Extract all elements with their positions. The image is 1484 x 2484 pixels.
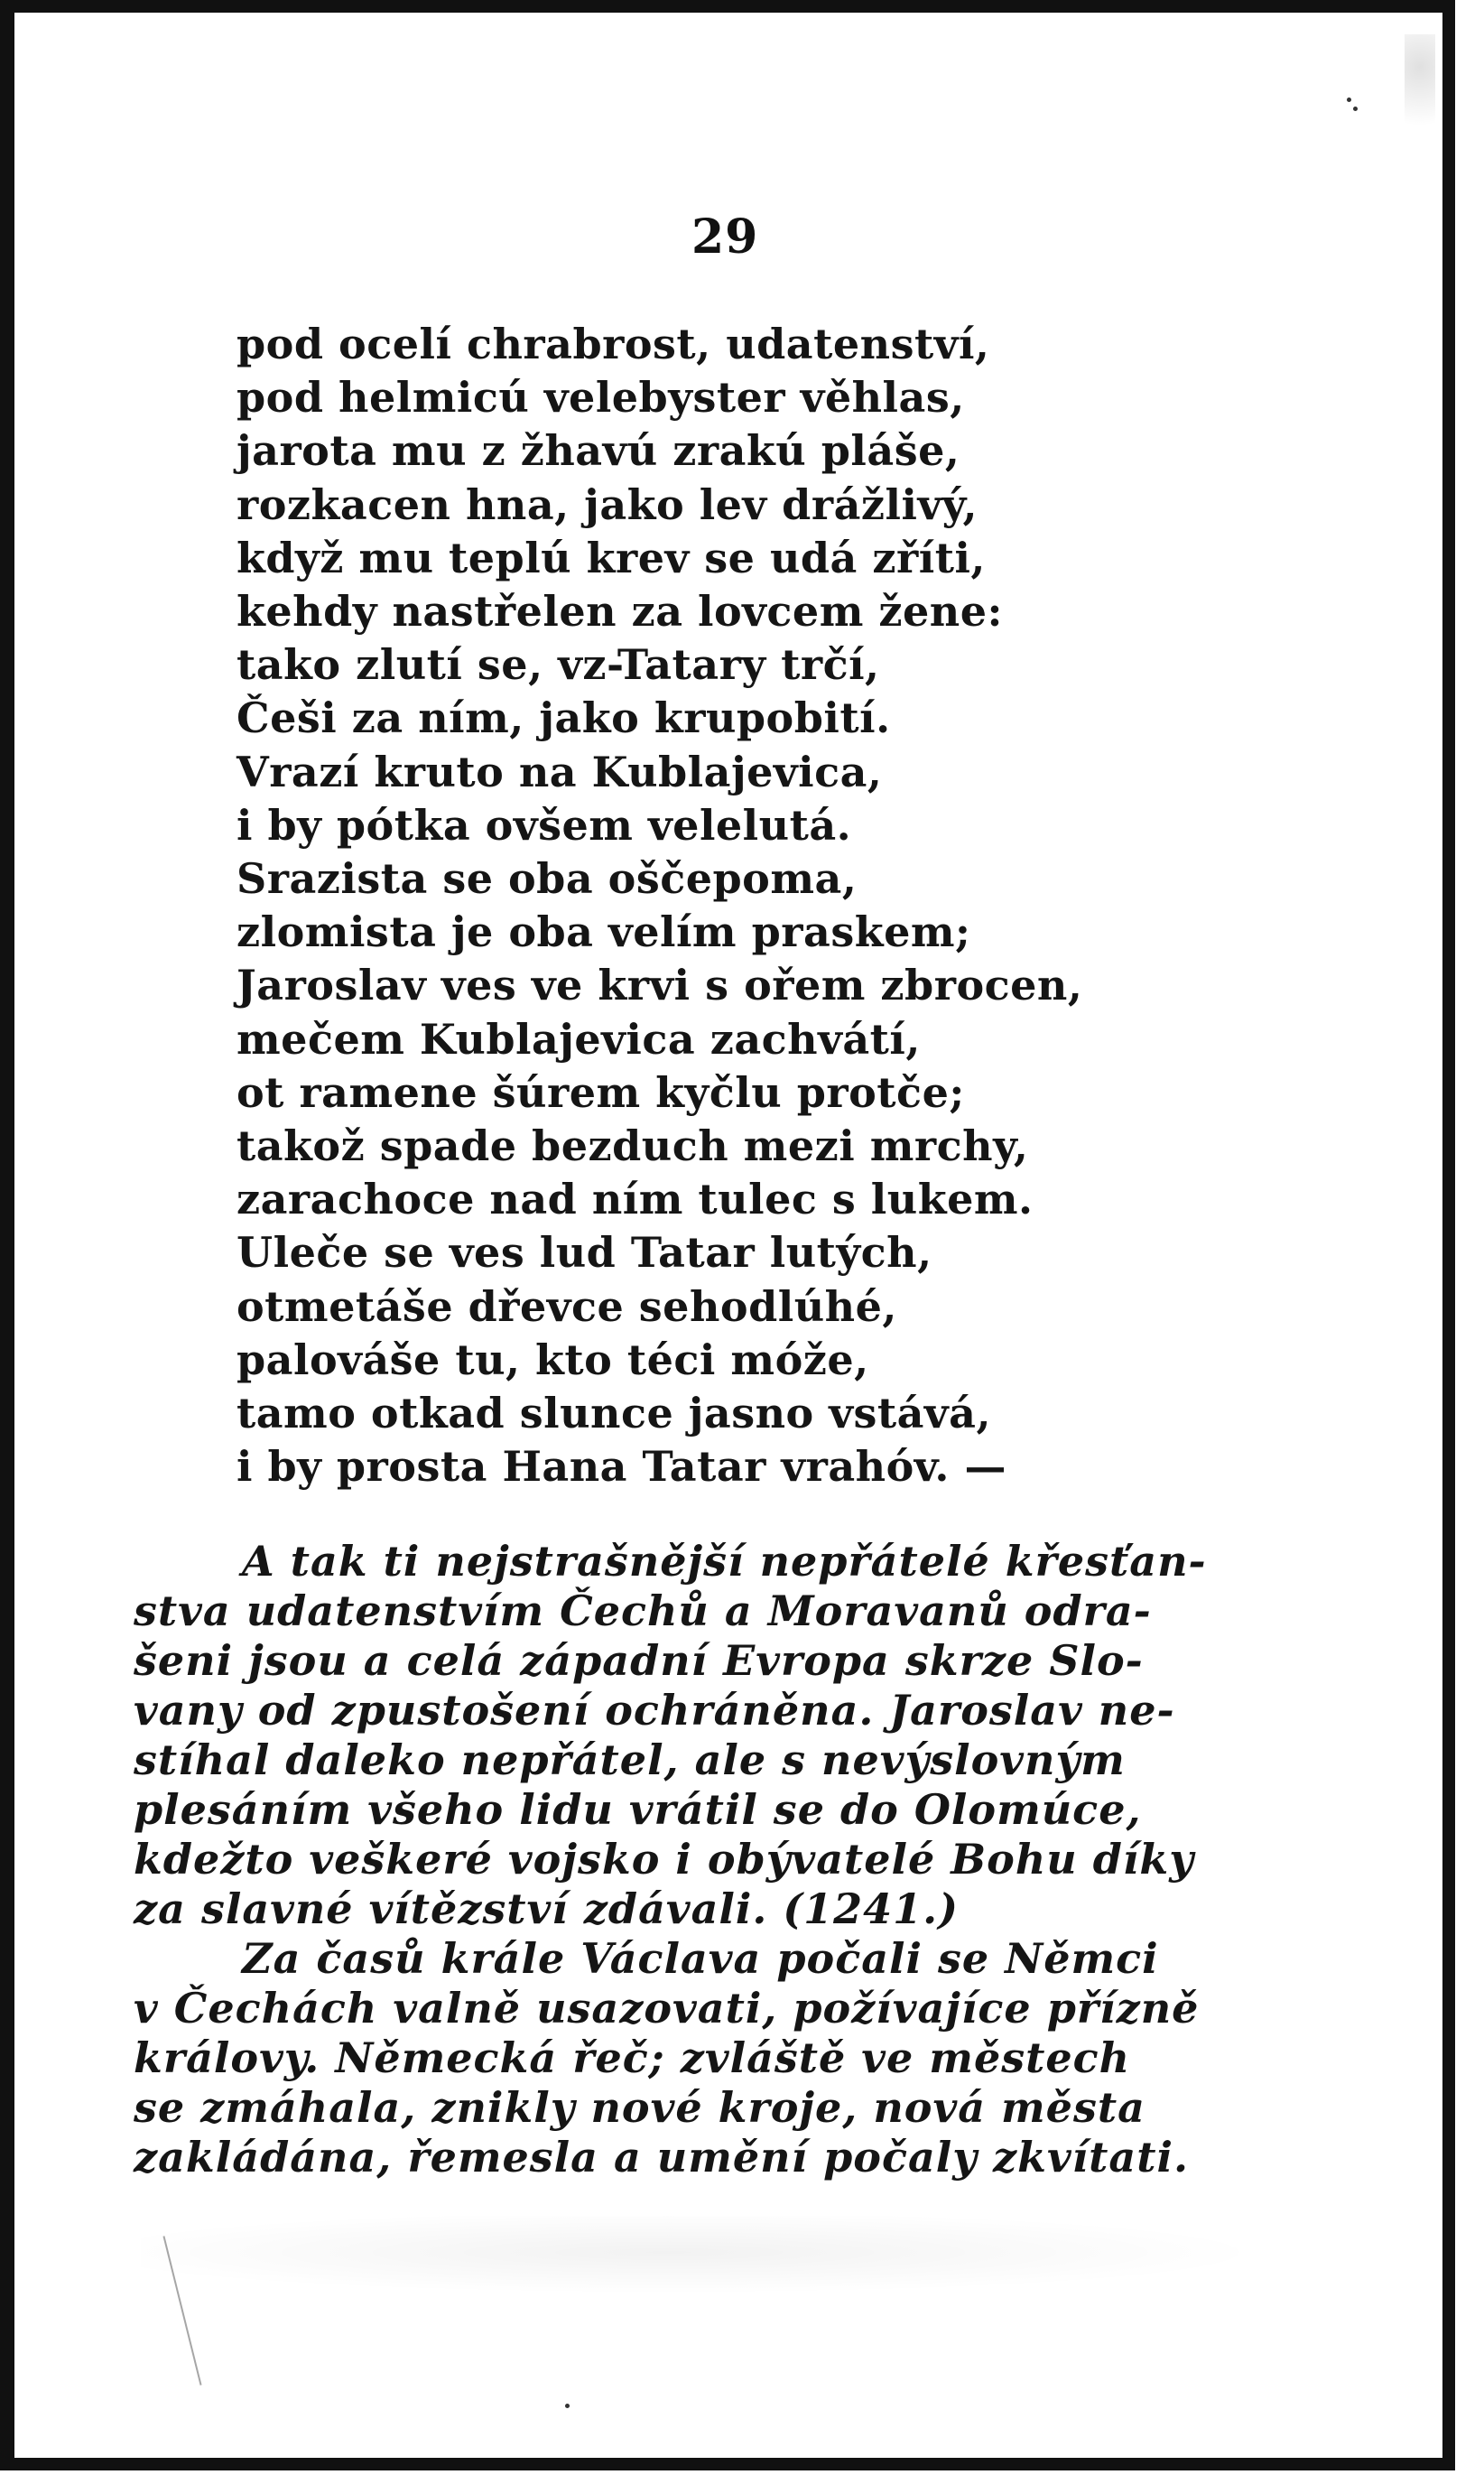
poem-line-17: zarachoce nad ním tulec s lukem. (237, 1175, 1034, 1224)
poem-line-8: Češi za ním, jako krupobití. (237, 693, 891, 743)
scan-smudge (141, 2216, 1314, 2297)
poem-line-2: pod helmicú velebyster věhlas, (237, 373, 965, 423)
prose-line-5: stíhal daleko nepřátel, ale s nevýslovným (134, 1735, 1126, 1784)
poem-line-18: Uleče se ves lud Tatar lutých, (237, 1228, 932, 1278)
prose-line-7: kdežto veškeré vojsko i obývatelé Bohu díky (134, 1835, 1195, 1884)
prose-line-13: zakládána, řemesla a umění počaly zkvítati. (134, 2133, 1189, 2182)
poem-line-9: Vrazí kruto na Kublajevica, (237, 747, 883, 796)
scan-speck (565, 2404, 570, 2408)
scan-speck (1347, 98, 1351, 102)
prose-line-9: Za časů krále Václava počali se Němci (242, 1934, 1159, 1983)
poem-line-19: otmetáše dřevce sehodlúhé, (237, 1281, 897, 1331)
scan-edge-noise (1405, 34, 1435, 197)
poem-line-3: jarota mu z žhavú zrakú pláše, (237, 426, 960, 476)
page-number: 29 (691, 209, 759, 265)
poem-line-4: rozkacen hna, jako lev drážlivý, (237, 479, 979, 529)
prose-line-3: šeni jsou a celá západní Evropa skrze Slo- (134, 1636, 1144, 1685)
prose-line-4: vany od zpustošení ochráněna. Jaroslav ne- (134, 1686, 1175, 1735)
prose-block (134, 1537, 1289, 2182)
poem-line-14: mečem Kublajevica zachvátí, (237, 1014, 921, 1064)
poem-line-13: Jaroslav ves ve krvi s ořem zbrocen, (237, 961, 1083, 1010)
prose-line-11: královy. Německá řeč; zvláště ve městech (134, 2033, 1131, 2082)
poem-line-22: i by prosta Hana Tatar vrahóv. — (237, 1442, 1006, 1492)
scan-speck (1353, 107, 1358, 111)
poem-line-1: pod ocelí chrabrost, udatenství, (237, 320, 990, 368)
poem-line-10: i by pótka ovšem velelutá. (237, 800, 852, 850)
prose-line-1: A tak ti nejstrašnější nepřátelé křesťan- (242, 1537, 1207, 1586)
poem-block (237, 318, 1247, 1493)
poem-line-12: zlomista je oba velím praskem; (237, 907, 971, 957)
poem-line-6: kehdy nastřelen za lovcem žene: (237, 587, 1003, 637)
poem-line-11: Srazista se oba oščepoma, (237, 854, 858, 904)
poem-line-5: když mu teplú krev se udá zříti, (237, 533, 986, 582)
prose-line-8: za slavné vítězství zdávali. (1241.) (134, 1884, 959, 1933)
poem-line-16: takož spade bezduch mezi mrchy, (237, 1121, 1029, 1171)
poem-line-7: tako zlutí se, vz-Tatary trčí, (237, 640, 880, 690)
poem-line-21: tamo otkad slunce jasno vstává, (237, 1389, 991, 1438)
poem-line-20: palováše tu, kto téci móže, (237, 1335, 869, 1384)
prose-line-10: v Čechách valně usazovati, požívajíce přízně (134, 1984, 1200, 2033)
prose-line-12: se zmáhala, znikly nové kroje, nová města (134, 2083, 1145, 2132)
prose-line-6: plesáním všeho lidu vrátil se do Olomúce, (134, 1785, 1142, 1834)
prose-line-2: stva udatenstvím Čechů a Moravanů odra- (134, 1586, 1152, 1635)
poem-line-15: ot ramene šúrem kyčlu protče; (237, 1067, 965, 1117)
